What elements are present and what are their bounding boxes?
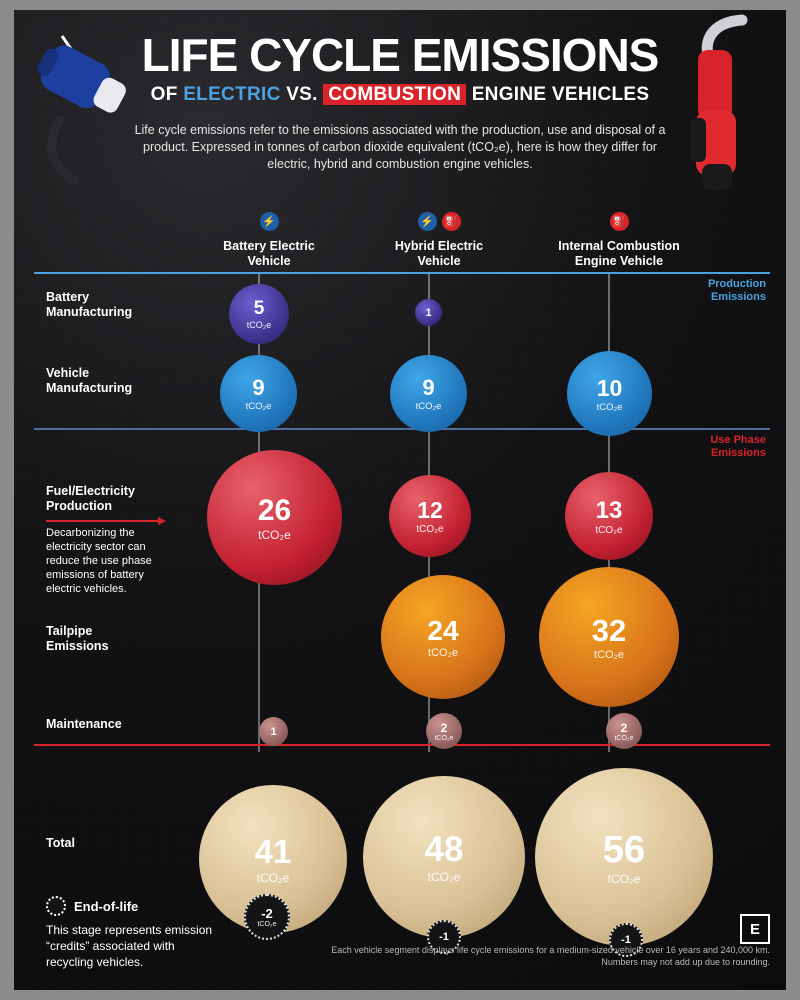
bubble-maintenance-hev — [426, 713, 462, 749]
bubble-battery-manufacturing-bev — [229, 284, 289, 344]
unit-endoflife-bev: tCO₂e — [257, 921, 277, 928]
value-fuel-hev: 12 — [417, 497, 443, 523]
column-label-bev-line2: Vehicle — [247, 254, 291, 268]
unit-maintenance-ice: tCO₂e — [614, 734, 634, 742]
row-label-tailpipe-emissions: Tailpipe Emissions — [46, 624, 109, 653]
value-battery-bev: 5 — [253, 298, 265, 319]
row-label-battery-manufacturing: Battery Manufacturing — [46, 290, 133, 319]
bubble-endoflife-bev — [244, 894, 290, 940]
value-vehicle-hev: 9 — [422, 375, 435, 400]
unit-vehicle-bev: tCO₂e — [245, 401, 272, 412]
section-production-line1: Production — [707, 278, 766, 290]
unit-vehicle-hev: tCO₂e — [415, 401, 442, 412]
annotation-decarbonizing — [46, 516, 181, 596]
column-header-hev — [344, 210, 534, 269]
column-label-hev-line2: Vehicle — [417, 254, 461, 268]
bolt-icon: ⚡ — [418, 212, 437, 231]
divider-usephase — [34, 428, 770, 430]
value-maintenance-hev: 2 — [440, 720, 448, 735]
section-usephase-line1: Use Phase — [710, 434, 766, 446]
column-label-ice-line2: Engine Vehicle — [574, 254, 664, 268]
section-production-line2: Emissions — [710, 291, 766, 303]
divider-usephase-bottom — [34, 744, 770, 746]
bubble-maintenance-ice — [606, 713, 642, 749]
value-maintenance-bev: 1 — [270, 725, 277, 738]
bolt-icon: ⚡ — [260, 212, 279, 231]
value-fuel-bev: 26 — [257, 493, 292, 527]
row-label-maintenance: Maintenance — [46, 717, 122, 731]
column-label-hev-line1: Hybrid Electric — [394, 239, 484, 253]
hev-icons — [344, 210, 534, 232]
unit-total-bev: tCO₂e — [256, 871, 290, 885]
unit-fuel-hev: tCO₂e — [416, 524, 444, 535]
unit-fuel-bev: tCO₂e — [258, 527, 291, 542]
row-label-vehicle-manufacturing: Vehicle Manufacturing — [46, 366, 133, 395]
column-label-ice-line1: Internal Combustion — [558, 239, 680, 253]
subtitle-electric: ELECTRIC — [183, 84, 281, 105]
bubble-maintenance-bev — [259, 717, 288, 746]
divider-production — [34, 272, 770, 274]
ice-icons — [514, 210, 724, 232]
page-subtitle — [14, 84, 786, 106]
footnote-line2: Numbers may not add up due to rounding. — [601, 957, 770, 967]
value-total-ice: 56 — [602, 828, 646, 871]
footnote — [331, 944, 770, 968]
column-header-ice — [514, 210, 724, 269]
value-maintenance-ice: 2 — [620, 720, 628, 735]
unit-total-hev: tCO₂e — [427, 870, 461, 884]
publisher-logo: E — [740, 914, 770, 944]
value-endoflife-ice: -1 — [621, 934, 631, 946]
bubble-tailpipe-hev — [381, 575, 505, 699]
fuel-pump-icon: ⛽ — [442, 212, 461, 231]
row-label-total: Total — [46, 836, 75, 850]
column-header-bev — [174, 210, 364, 269]
value-tailpipe-ice: 32 — [591, 613, 627, 648]
value-fuel-ice: 13 — [595, 496, 623, 524]
legend-title: End-of-life — [74, 898, 139, 914]
bubble-vehicle-manufacturing-ice — [567, 351, 652, 436]
bubble-fuel-production-ice — [565, 472, 653, 560]
value-tailpipe-hev: 24 — [427, 615, 459, 646]
footnote-line1: Each vehicle segment displays life cycle emissions for a medium-sized vehicle over 16 years and 240,000 km. — [331, 945, 770, 955]
value-battery-hev: 1 — [425, 306, 432, 319]
bubble-fuel-production-bev — [207, 450, 342, 585]
arrow-icon — [46, 516, 166, 526]
page-title: LIFE CYCLE EMISSIONS — [141, 29, 659, 81]
unit-tailpipe-hev: tCO₂e — [428, 647, 458, 659]
bubble-total-hev — [363, 776, 525, 938]
section-usephase-line2: Emissions — [710, 447, 766, 459]
bubble-vehicle-manufacturing-bev — [220, 355, 297, 432]
legend-text: This stage represents emission “credits” associated with recycling vehicles. — [46, 923, 213, 969]
legend-endoflife — [46, 896, 221, 970]
value-endoflife-bev: -2 — [261, 906, 273, 921]
bubble-fuel-production-hev — [389, 475, 471, 557]
subtitle-post: ENGINE VEHICLES — [466, 84, 650, 105]
header — [14, 10, 786, 106]
unit-total-ice: tCO₂e — [607, 871, 641, 886]
unit-fuel-ice: tCO₂e — [595, 524, 623, 536]
row-label-fuel-electricity-production: Fuel/Electricity Production — [46, 484, 135, 513]
bubble-tailpipe-ice — [539, 567, 679, 707]
value-total-hev: 48 — [424, 830, 464, 869]
value-vehicle-ice: 10 — [596, 374, 623, 401]
bubble-total-ice — [535, 768, 713, 946]
section-label-usephase — [710, 434, 766, 460]
column-label-bev-line1: Battery Electric — [223, 239, 315, 253]
section-label-production — [708, 278, 766, 304]
bubble-battery-manufacturing-hev — [415, 299, 442, 326]
bev-icons — [174, 210, 364, 232]
fuel-pump-icon: ⛽ — [610, 212, 629, 231]
unit-tailpipe-ice: tCO₂e — [594, 649, 624, 661]
subtitle-combustion: COMBUSTION — [323, 84, 466, 105]
unit-maintenance-hev: tCO₂e — [434, 734, 454, 742]
infographic-poster — [14, 10, 786, 990]
unit-battery-bev: tCO₂e — [246, 320, 272, 330]
value-endoflife-hev: -1 — [439, 931, 449, 943]
value-vehicle-bev: 9 — [252, 375, 265, 400]
endoflife-dot-icon — [46, 896, 66, 916]
bubble-vehicle-manufacturing-hev — [390, 355, 467, 432]
value-total-bev: 41 — [254, 833, 292, 870]
subtitle-pre: OF — [150, 84, 184, 105]
intro-paragraph: Life cycle emissions refer to the emissions associated with the production, use and disposal of a product. Expressed in tonnes of carbon dioxide equivalent (tCO₂e), here is how they differ for electric, hybrid and combustion engine vehicles. — [134, 123, 666, 171]
annotation-text: Decarbonizing the electricity sector can reduce the use phase emissions of battery electric vehicles. — [46, 527, 152, 595]
unit-vehicle-ice: tCO₂e — [596, 401, 623, 413]
subtitle-mid: VS. — [280, 84, 324, 105]
